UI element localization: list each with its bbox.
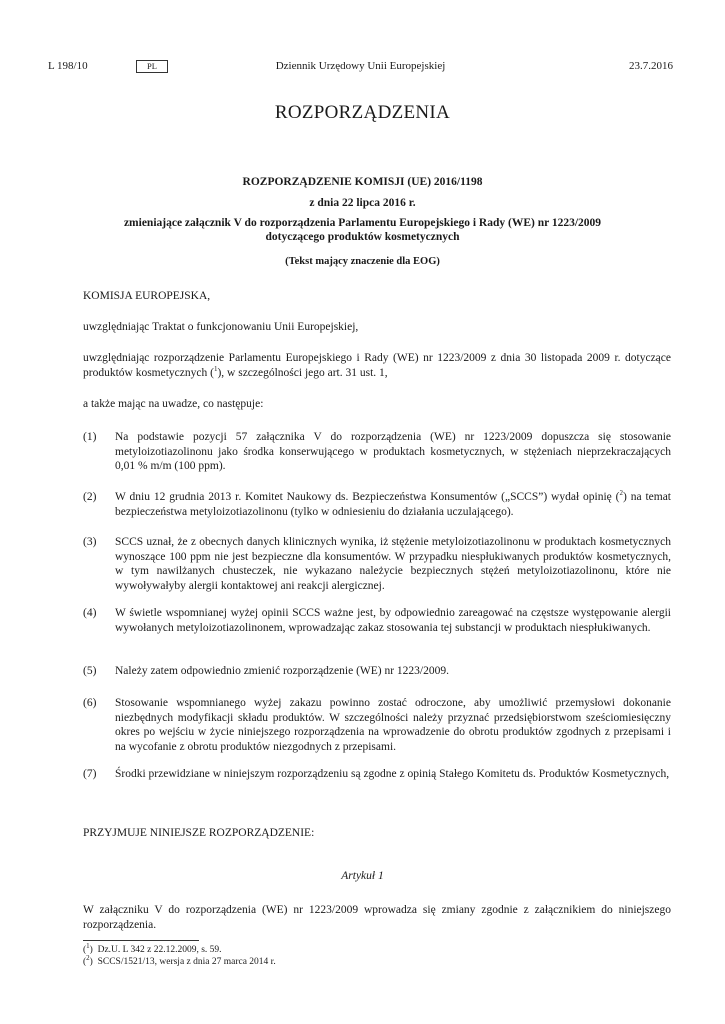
footnote-ref-1[interactable]: 1 <box>213 364 218 373</box>
journal-title: Dziennik Urzędowy Unii Europejskiej <box>275 60 446 72</box>
article-heading: Artykuł 1 <box>341 870 384 882</box>
adopts-line: PRZYJMUJE NINIEJSZE ROZPORZĄDZENIE: <box>83 827 315 839</box>
regulation-date: z dnia 22 lipca 2016 r. <box>309 197 416 209</box>
regulation-citation: uwzględniając rozporządzenie Parlamentu Europejskiego i Rady (WE) nr 1223/2009 z dnia 30 listopada 2009 r. dotyczące produktów kosmetycznych ($^1$), w szczególności jego art. 31 ust. 1, <box>83 352 671 379</box>
recital-2: (2) W dniu 12 grudnia 2013 r. Komitet Naukowy ds. Bezpieczeństwa Konsumentów („SCCS”) wydał opinię ($^2$) na temat bezpieczeństwa metyloizotiazolinonu (tylko w odniesieniu do działania uczulającego). <box>83 489 671 518</box>
commission-line: KOMISJA EUROPEJSKA, <box>83 290 211 302</box>
footnote-ref-2[interactable]: 2 <box>619 489 623 498</box>
language-badge: PL <box>136 60 168 73</box>
article-text: W załączniku V do rozporządzenia (WE) nr 1223/2009 wprowadza się zmiany zgodnie z załącznikiem do niniejszego rozporządzenia. <box>83 904 671 931</box>
recital-5: (5) Należy zatem odpowiednio zmienić rozporządzenie (WE) nr 1223/2009. <box>83 665 450 677</box>
recital-1: (1) Na podstawie pozycji 57 załącznika V do rozporządzenia (WE) nr 1223/2009 dopuszcza się stosowanie metyloizotiazolinonu jako środka konserwującego w produktach kosmetycznych, w stężeniach nieprzekraczających 0,01 % m/m (100 ppm). <box>83 431 671 472</box>
section-title: ROZPORZĄDZENIA <box>274 102 451 123</box>
page-header <box>48 59 673 75</box>
publication-date: 23.7.2016 <box>629 60 673 72</box>
regulation-number: ROZPORZĄDZENIE KOMISJI (UE) 2016/1198 <box>242 176 483 188</box>
issue-number: L 198/10 <box>48 60 88 72</box>
footnote-1: ($^1$) Dz.U. L 342 z 22.12.2009, s. 59. <box>83 941 222 955</box>
footnote-divider <box>83 940 199 941</box>
treaty-citation: uwzględniając Traktat o funkcjonowaniu Unii Europejskiej, <box>83 321 359 333</box>
footnote-2: ($^2$) SCCS/1521/13, wersja z dnia 27 marca 2014 r. <box>83 953 276 967</box>
regulation-subject-line2: dotyczącego produktów kosmetycznych <box>265 231 460 243</box>
recital-4: (4) W świetle wspomnianej wyżej opinii SCCS ważne jest, by odpowiednio zareagować na częstsze występowanie alergii wywołanych metyloizotiazolinonem, wprowadzając zakaz stosowania tej substancji w produktach niespłukiwanych. <box>83 607 671 634</box>
whereas-line: a także mając na uwadze, co następuje: <box>83 398 264 410</box>
eea-relevance: (Tekst mający znaczenie dla EOG) <box>285 256 440 267</box>
recital-3: (3) SCCS uznał, że z obecnych danych klinicznych wynika, iż stężenie metyloizotiazolinonu w produktach kosmetycznych wynoszące 100 ppm nie jest bezpieczne dla konsumentów. W przypadku niespłukiwanych produktów kosmetycznych, w tym nawilżanych chusteczek, nie wykazano należycie bezpiecznych stężeń metyloizotiazolinonu, które nie wywoływałyby alergii kontaktowej ani reakcji alergicznej. <box>83 536 671 592</box>
recital-6: (6) Stosowanie wspomnianego wyżej zakazu powinno zostać odroczone, aby umożliwić przemysłowi dokonanie niezbędnych modyfikacji składu produktów. W szczególności należy przyznać przedsiębiorstwom sześciomiesięczny okres po wejściu w życie niniejszego rozporządzenia na wprowadzenie do obrotu produktów zgodnych z przepisami i na wycofanie z obrotu produktów niezgodnych z przepisami. <box>83 697 671 753</box>
regulation-subject-line1: zmieniające załącznik V do rozporządzenia Parlamentu Europejskiego i Rady (WE) nr 1223/2009 <box>123 217 602 229</box>
recital-7: (7) Środki przewidziane w niniejszym rozporządzeniu są zgodne z opinią Stałego Komitetu ds. Produktów Kosmetycznych, <box>83 768 670 780</box>
